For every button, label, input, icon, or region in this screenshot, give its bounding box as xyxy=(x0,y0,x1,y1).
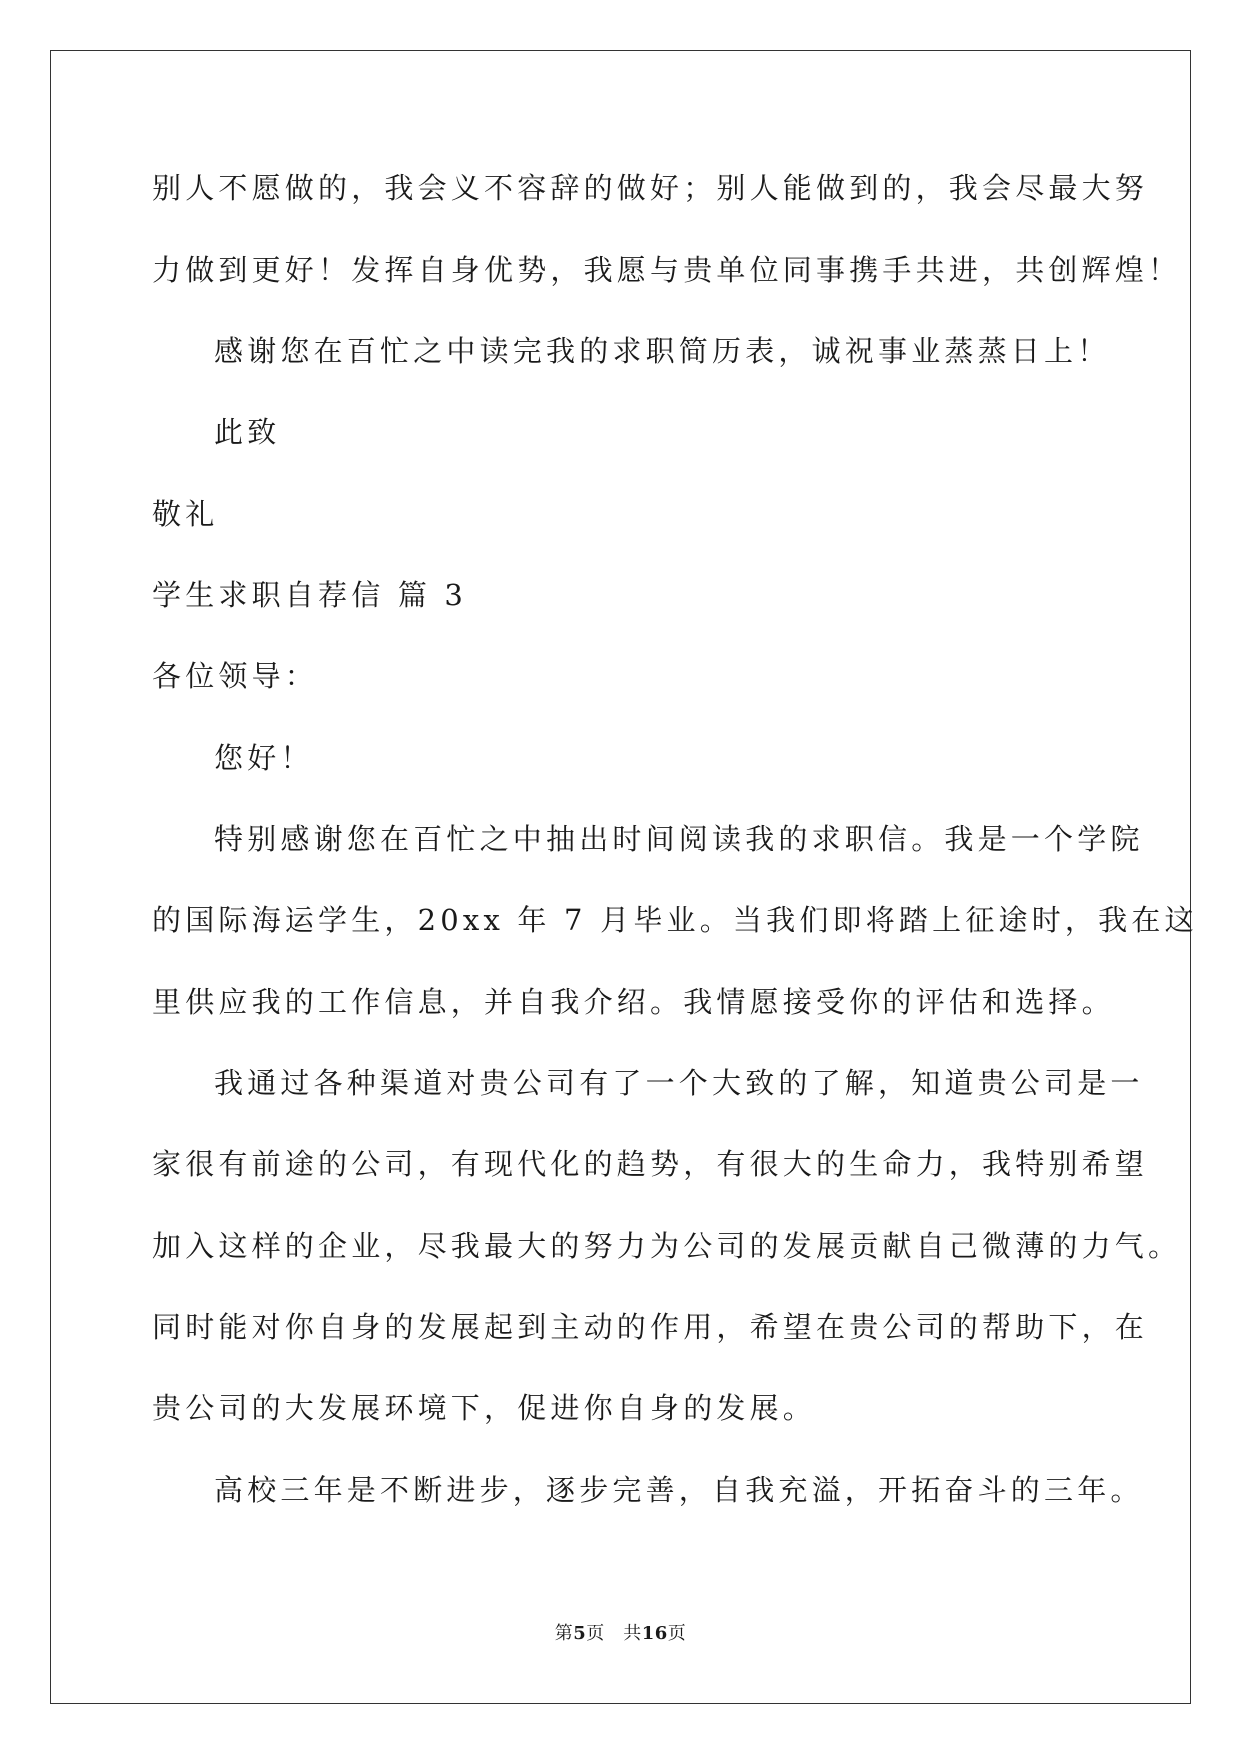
footer-page-prefix: 第 xyxy=(554,1623,574,1644)
footer-page-suffix: 页 xyxy=(667,1623,687,1644)
paragraph-line: 同时能对你自身的发展起到主动的作用，希望在贵公司的帮助下，在 xyxy=(152,1310,1149,1344)
paragraph-line: 我通过各种渠道对贵公司有了一个大致的了解，知道贵公司是一 xyxy=(214,1066,1144,1100)
greeting: 各位领导： xyxy=(152,659,319,693)
closing-salutation: 此致 xyxy=(214,415,281,449)
paragraph-line: 贵公司的大发展环境下，促进你自身的发展。 xyxy=(152,1391,817,1425)
paragraph-line: 特别感谢您在百忙之中抽出时间阅读我的求职信。我是一个学院 xyxy=(214,822,1144,856)
footer-page-mid: 页 共 xyxy=(586,1623,642,1644)
paragraph-line: 的国际海运学生，20xx 年 7 月毕业。当我们即将踏上征途时，我在这 xyxy=(152,903,1198,937)
footer-page-total: 16 xyxy=(641,1623,668,1644)
paragraph-line: 力做到更好！发挥自身优势，我愿与贵单位同事携手共进，共创辉煌！ xyxy=(152,253,1182,287)
paragraph-line: 感谢您在百忙之中读完我的求职简历表，诚祝事业蒸蒸日上！ xyxy=(214,334,1111,368)
greeting-hello: 您好！ xyxy=(214,741,314,775)
paragraph-line: 里供应我的工作信息，并自我介绍。我情愿接受你的评估和选择。 xyxy=(152,985,1115,1019)
page-border xyxy=(50,50,1191,1704)
paragraph-line: 高校三年是不断进步，逐步完善，自我充溢，开拓奋斗的三年。 xyxy=(214,1473,1144,1507)
closing-respect: 敬礼 xyxy=(152,497,219,531)
footer-page-current: 5 xyxy=(573,1623,587,1644)
paragraph-line: 加入这样的企业，尽我最大的努力为公司的发展贡献自己微薄的力气。 xyxy=(152,1229,1182,1263)
paragraph-line: 别人不愿做的，我会义不容辞的做好；别人能做到的，我会尽最大努 xyxy=(152,171,1149,205)
paragraph-line: 家很有前途的公司，有现代化的趋势，有很大的生命力，我特别希望 xyxy=(152,1147,1149,1181)
section-heading: 学生求职自荐信 篇 3 xyxy=(152,578,468,612)
page-footer xyxy=(0,1622,1241,1646)
